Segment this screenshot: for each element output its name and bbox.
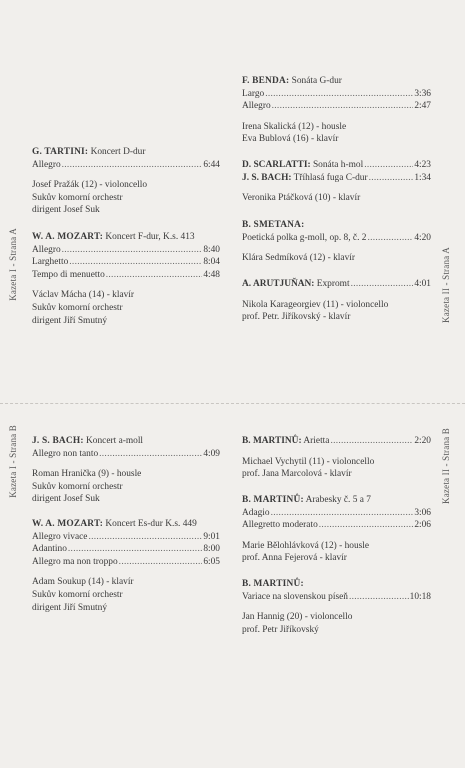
piece-heading: W. A. MOZART: Koncert F-dur, K.s. 413 [32, 232, 195, 242]
benda-block [242, 75, 431, 146]
performer-line: Eva Bublová (16) - klavír [242, 134, 339, 145]
performer-line: dirigent Josef Suk [32, 494, 100, 505]
piece-heading: F. BENDA: Sonáta G-dur [242, 76, 342, 86]
side-label-kazeta1-a: Kazeta I - Strana A [8, 228, 18, 301]
track-row: Allegro ..... 6:44 [32, 159, 220, 172]
performer-line: Sukův komorní orchestr [32, 589, 123, 600]
performer-line: Sukův komorní orchestr [32, 481, 123, 492]
track-row: Allegretto moderato ..... 2:06 [242, 519, 431, 532]
tartini-block [32, 146, 220, 217]
track-row: Larghetto ..... 8:04 [32, 256, 220, 269]
performer-line: Sukův komorní orchestr [32, 302, 123, 313]
piece-heading: W. A. MOZART: Koncert Es-dur K.s. 449 [32, 519, 197, 529]
smetana-block [242, 219, 431, 265]
performer-line: Jan Hannig (20) - violoncello [242, 612, 353, 623]
martinu-variace-block [242, 578, 431, 636]
piece-heading: B. MARTINŮ: [242, 579, 304, 589]
performer-line: Irena Skalická (12) - housle [242, 121, 347, 132]
side-label-kazeta2-a: Kazeta II - Strana A [441, 247, 451, 323]
martinu-arabesky-block [242, 494, 431, 565]
track-row: Adagio ..... 3:06 [242, 507, 431, 520]
piece-heading: G. TARTINI: Koncert D-dur [32, 147, 146, 157]
mozart-es-block [32, 518, 220, 614]
side-label-kazeta2-b: Kazeta II - Strana B [441, 428, 451, 504]
performer-line: Sukův komorní orchestr [32, 192, 123, 203]
bach-a-block [32, 435, 220, 506]
piece-heading: A. ARUTJUŇAN: Expromt ..... 4:01 [242, 278, 431, 291]
piece-heading: J. S. BACH: Tříhlasá fuga C-dur ..... 1:34 [242, 172, 431, 185]
performer-line: Václav Mácha (14) - klavír [32, 290, 135, 301]
scarlatti-bach-block [242, 159, 431, 205]
track-row: Tempo di menuetto ..... 4:48 [32, 269, 220, 282]
performer-line: Michael Vychytil (11) - violoncello [242, 456, 375, 467]
performer-line: Roman Hranička (9) - housle [32, 469, 142, 480]
side-label-kazeta1-b: Kazeta I - Strana B [8, 425, 18, 498]
performer-line: dirigent Josef Suk [32, 205, 100, 216]
mozart-f-block [32, 231, 220, 327]
performer-line: Nikola Karageorgiev (11) - violoncello [242, 299, 389, 310]
fold-line [0, 403, 465, 404]
performer-line: prof. Petr. Jiříkovský - klavír [242, 312, 351, 323]
piece-heading: B. MARTINŮ: Arabesky č. 5 a 7 [242, 495, 371, 505]
track-row: Adantino ..... 8:00 [32, 543, 220, 556]
track-row: Allegro ..... 2:47 [242, 100, 431, 113]
performer-line: Veronika Ptáčková (10) - klavír [242, 193, 361, 204]
performer-line: dirigent Jiří Smutný [32, 315, 107, 326]
track-row: Allegro vivace ..... 9:01 [32, 531, 220, 544]
track-row: Largo ..... 3:36 [242, 88, 431, 101]
performer-line: prof. Jana Marcolová - klavír [242, 469, 352, 480]
track-row: Allegro ..... 8:40 [32, 244, 220, 257]
piece-heading: B. MARTINŮ: Arietta ..... 2:20 [242, 435, 431, 448]
performer-line: Adam Soukup (14) - klavír [32, 577, 134, 588]
performer-line: Marie Bělohlávková (12) - housle [242, 540, 370, 551]
track-row: Allegro non tanto ..... 4:09 [32, 448, 220, 461]
piece-heading: B. SMETANA: [242, 220, 305, 230]
performer-line: Josef Pražák (12) - violoncello [32, 180, 148, 191]
track-row: Poetická polka g-moll, op. 8, č. 2 ..... 4:20 [242, 232, 431, 245]
performer-line: prof. Petr Jiříkovský [242, 624, 319, 635]
track-row: Allegro ma non troppo ..... 6:05 [32, 556, 220, 569]
arutjunan-block [242, 278, 431, 324]
martinu-arietta-block [242, 435, 431, 481]
performer-line: prof. Anna Fejerová - klavír [242, 553, 347, 564]
track-row: Variace na slovenskou píseň ..... 10:18 [242, 591, 431, 604]
piece-heading: J. S. BACH: Koncert a-moll [32, 436, 144, 446]
piece-heading: D. SCARLATTI: Sonáta h-mol ..... 4:23 [242, 159, 431, 172]
performer-line: Klára Sedmíková (12) - klavír [242, 253, 355, 264]
performer-line: dirigent Jiří Smutný [32, 602, 107, 613]
